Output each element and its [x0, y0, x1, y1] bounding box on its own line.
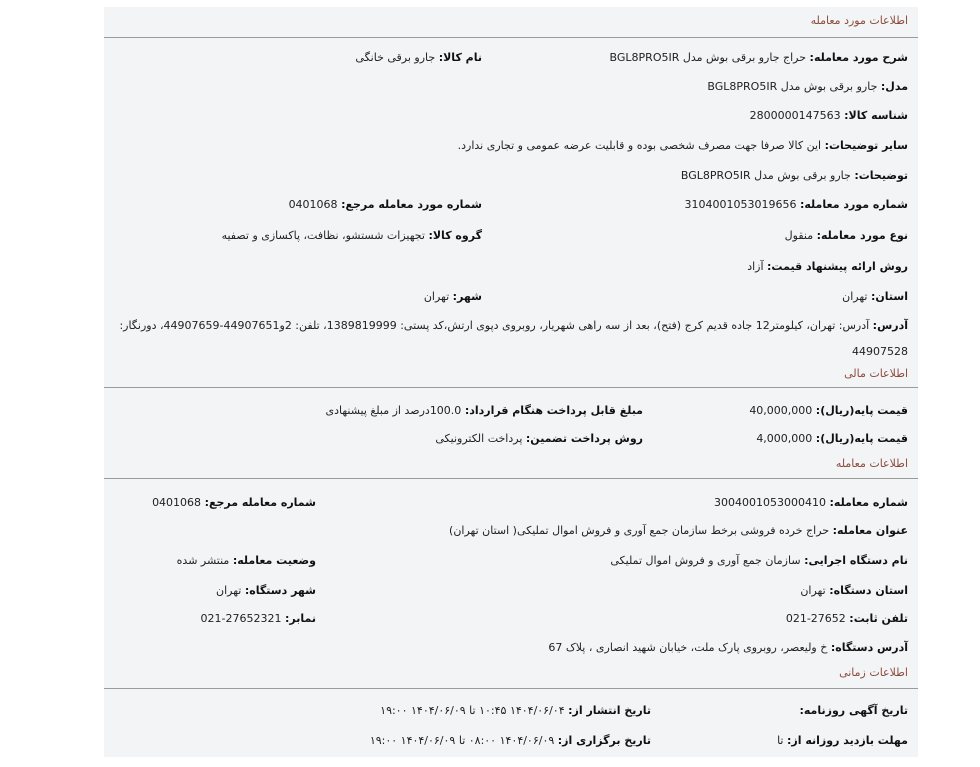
label: آدرس:: [872, 319, 908, 332]
row-publish-dates: [104, 702, 918, 720]
org-province: تهران: [800, 584, 826, 597]
notes: جارو برقی بوش مدل BGL8PRO5IR: [680, 169, 851, 182]
section-heading-time-info: اطلاعات زمانی: [839, 666, 908, 679]
label: شهر دستگاه:: [244, 584, 316, 597]
item-id: 2800000147563: [749, 109, 841, 122]
visit-range: تا: [777, 734, 784, 747]
label: نوع مورد معامله:: [816, 229, 908, 242]
row-org-phone: [104, 610, 918, 628]
deposit-price: 4,000,000: [756, 432, 813, 445]
label: استان دستگاه:: [829, 584, 908, 597]
item-group: تجهیزات شستشو، نظافت، پاکسازی و تصفیه: [221, 229, 425, 242]
label: شناسه کالا:: [844, 109, 908, 122]
item-number: 3104001053019656: [684, 198, 797, 211]
other-notes: این کالا صرفا جهت مصرف شخصی بوده و قابلیت عرضه عمومی و تجاری ندارد.: [457, 139, 822, 152]
row-location: [104, 288, 918, 306]
deal-number: 3004001053000410: [714, 496, 826, 509]
org-phone: 021-27652: [785, 612, 846, 625]
label: تاریخ آگهی روزنامه:: [799, 704, 908, 717]
label: شرح مورد معامله:: [809, 51, 908, 64]
city: تهران: [423, 290, 450, 303]
row-item-id: [104, 107, 918, 125]
row-description: [104, 49, 918, 67]
section-heading-item-info: اطلاعات مورد معامله: [810, 14, 908, 27]
row-other-notes: [104, 137, 918, 155]
org-fax: 021-27652321: [200, 612, 282, 625]
row-pricing-method: [104, 258, 918, 276]
label: قیمت پایه(ریال):: [815, 432, 908, 445]
base-price: 40,000,000: [749, 404, 813, 417]
section-heading-deal-info: اطلاعات معامله: [835, 457, 908, 470]
item-description: حراج جارو برقی بوش مدل BGL8PRO5IR: [609, 51, 807, 64]
row-item-number: [104, 196, 918, 214]
label: توضیحات:: [854, 169, 908, 182]
label: تاریخ برگزاری از:: [557, 734, 651, 747]
deal-title: حراج خرده فروشی برخط سازمان جمع آوری و فروش اموال تملیکی( استان تهران): [449, 524, 830, 537]
label: نام کالا:: [438, 51, 482, 64]
item-model: جارو برقی بوش مدل BGL8PRO5IR: [707, 80, 878, 93]
deal-status: منتشر شده: [176, 554, 230, 567]
deal-details-panel: [104, 7, 918, 757]
publish-range: ۱۴۰۴/۰۶/۰۴ ۱۰:۴۵ تا ۱۴۰۴/۰۶/۰۹ ۱۹:۰۰: [380, 704, 565, 717]
label: گروه کالا:: [428, 229, 482, 242]
section-heading-financial: اطلاعات مالی: [844, 367, 908, 380]
label: شماره مورد معامله:: [799, 198, 908, 211]
org-address: خ ولیعصر، روبروی پارک ملت، خیابان شهید انصاری ، پلاک 67: [548, 641, 828, 654]
label: تلفن ثابت:: [849, 612, 908, 625]
org-city: تهران: [216, 584, 242, 597]
row-item-type: [104, 227, 918, 245]
pricing-method: آزاد: [747, 260, 764, 273]
divider: [104, 37, 918, 38]
item-ref-number: 0401068: [288, 198, 338, 211]
label: تاریخ انتشار از:: [568, 704, 651, 717]
row-deal-number: [104, 494, 918, 512]
row-base-price: [104, 402, 918, 420]
label: وضعیت معامله:: [232, 554, 316, 567]
row-organization: [104, 552, 918, 570]
label: آدرس دستگاه:: [830, 641, 908, 654]
row-deposit: [104, 430, 918, 448]
hold-range: ۱۴۰۴/۰۶/۰۹ ۰۸:۰۰ تا ۱۴۰۴/۰۶/۰۹ ۱۹:۰۰: [369, 734, 555, 747]
address: آدرس: تهران، کیلومتر12 جاده قدیم کرج (فتح)، بعد از سه راهی شهریار، روبروی دپوی ارتش،کد پستی: 1389819999، تلفن: 2و44907651-44907659، دورنگار: 44907528: [119, 319, 908, 358]
label: مدل:: [880, 80, 908, 93]
label: روش ارائه پیشنهاد قیمت:: [767, 260, 908, 273]
label: عنوان معامله:: [832, 524, 908, 537]
divider: [104, 387, 918, 388]
row-visit-dates: [104, 732, 918, 750]
label: مهلت بازدید روزانه از:: [787, 734, 908, 747]
label: قیمت پایه(ریال):: [815, 404, 908, 417]
label: شهر:: [452, 290, 482, 303]
label: مبلغ قابل پرداخت هنگام قرارداد:: [464, 404, 643, 417]
label: شماره مورد معامله مرجع:: [341, 198, 482, 211]
divider: [104, 688, 918, 689]
item-name: جارو برقی خانگی: [355, 51, 436, 64]
payable-amount: 100.0درصد از مبلغ پیشنهادی: [325, 404, 462, 417]
label: نام دستگاه اجرایی:: [804, 554, 908, 567]
organization: سازمان جمع آوری و فروش اموال تملیکی: [610, 554, 801, 567]
label: شماره معامله:: [829, 496, 908, 509]
label: روش پرداخت تضمین:: [525, 432, 643, 445]
row-deal-title: [104, 522, 918, 540]
label: سایر توضیحات:: [824, 139, 908, 152]
row-model: [104, 78, 918, 96]
row-notes: [104, 167, 918, 185]
label: نمابر:: [284, 612, 316, 625]
label: استان:: [871, 290, 908, 303]
item-type: منقول: [784, 229, 814, 242]
divider: [104, 478, 918, 479]
row-org-location: [104, 582, 918, 600]
province: تهران: [842, 290, 868, 303]
label: شماره معامله مرجع:: [204, 496, 316, 509]
deal-ref-number: 0401068: [152, 496, 202, 509]
row-org-address: [104, 639, 918, 657]
row-address: [104, 313, 918, 365]
guarantee-method: پرداخت الکترونیکی: [435, 432, 523, 445]
